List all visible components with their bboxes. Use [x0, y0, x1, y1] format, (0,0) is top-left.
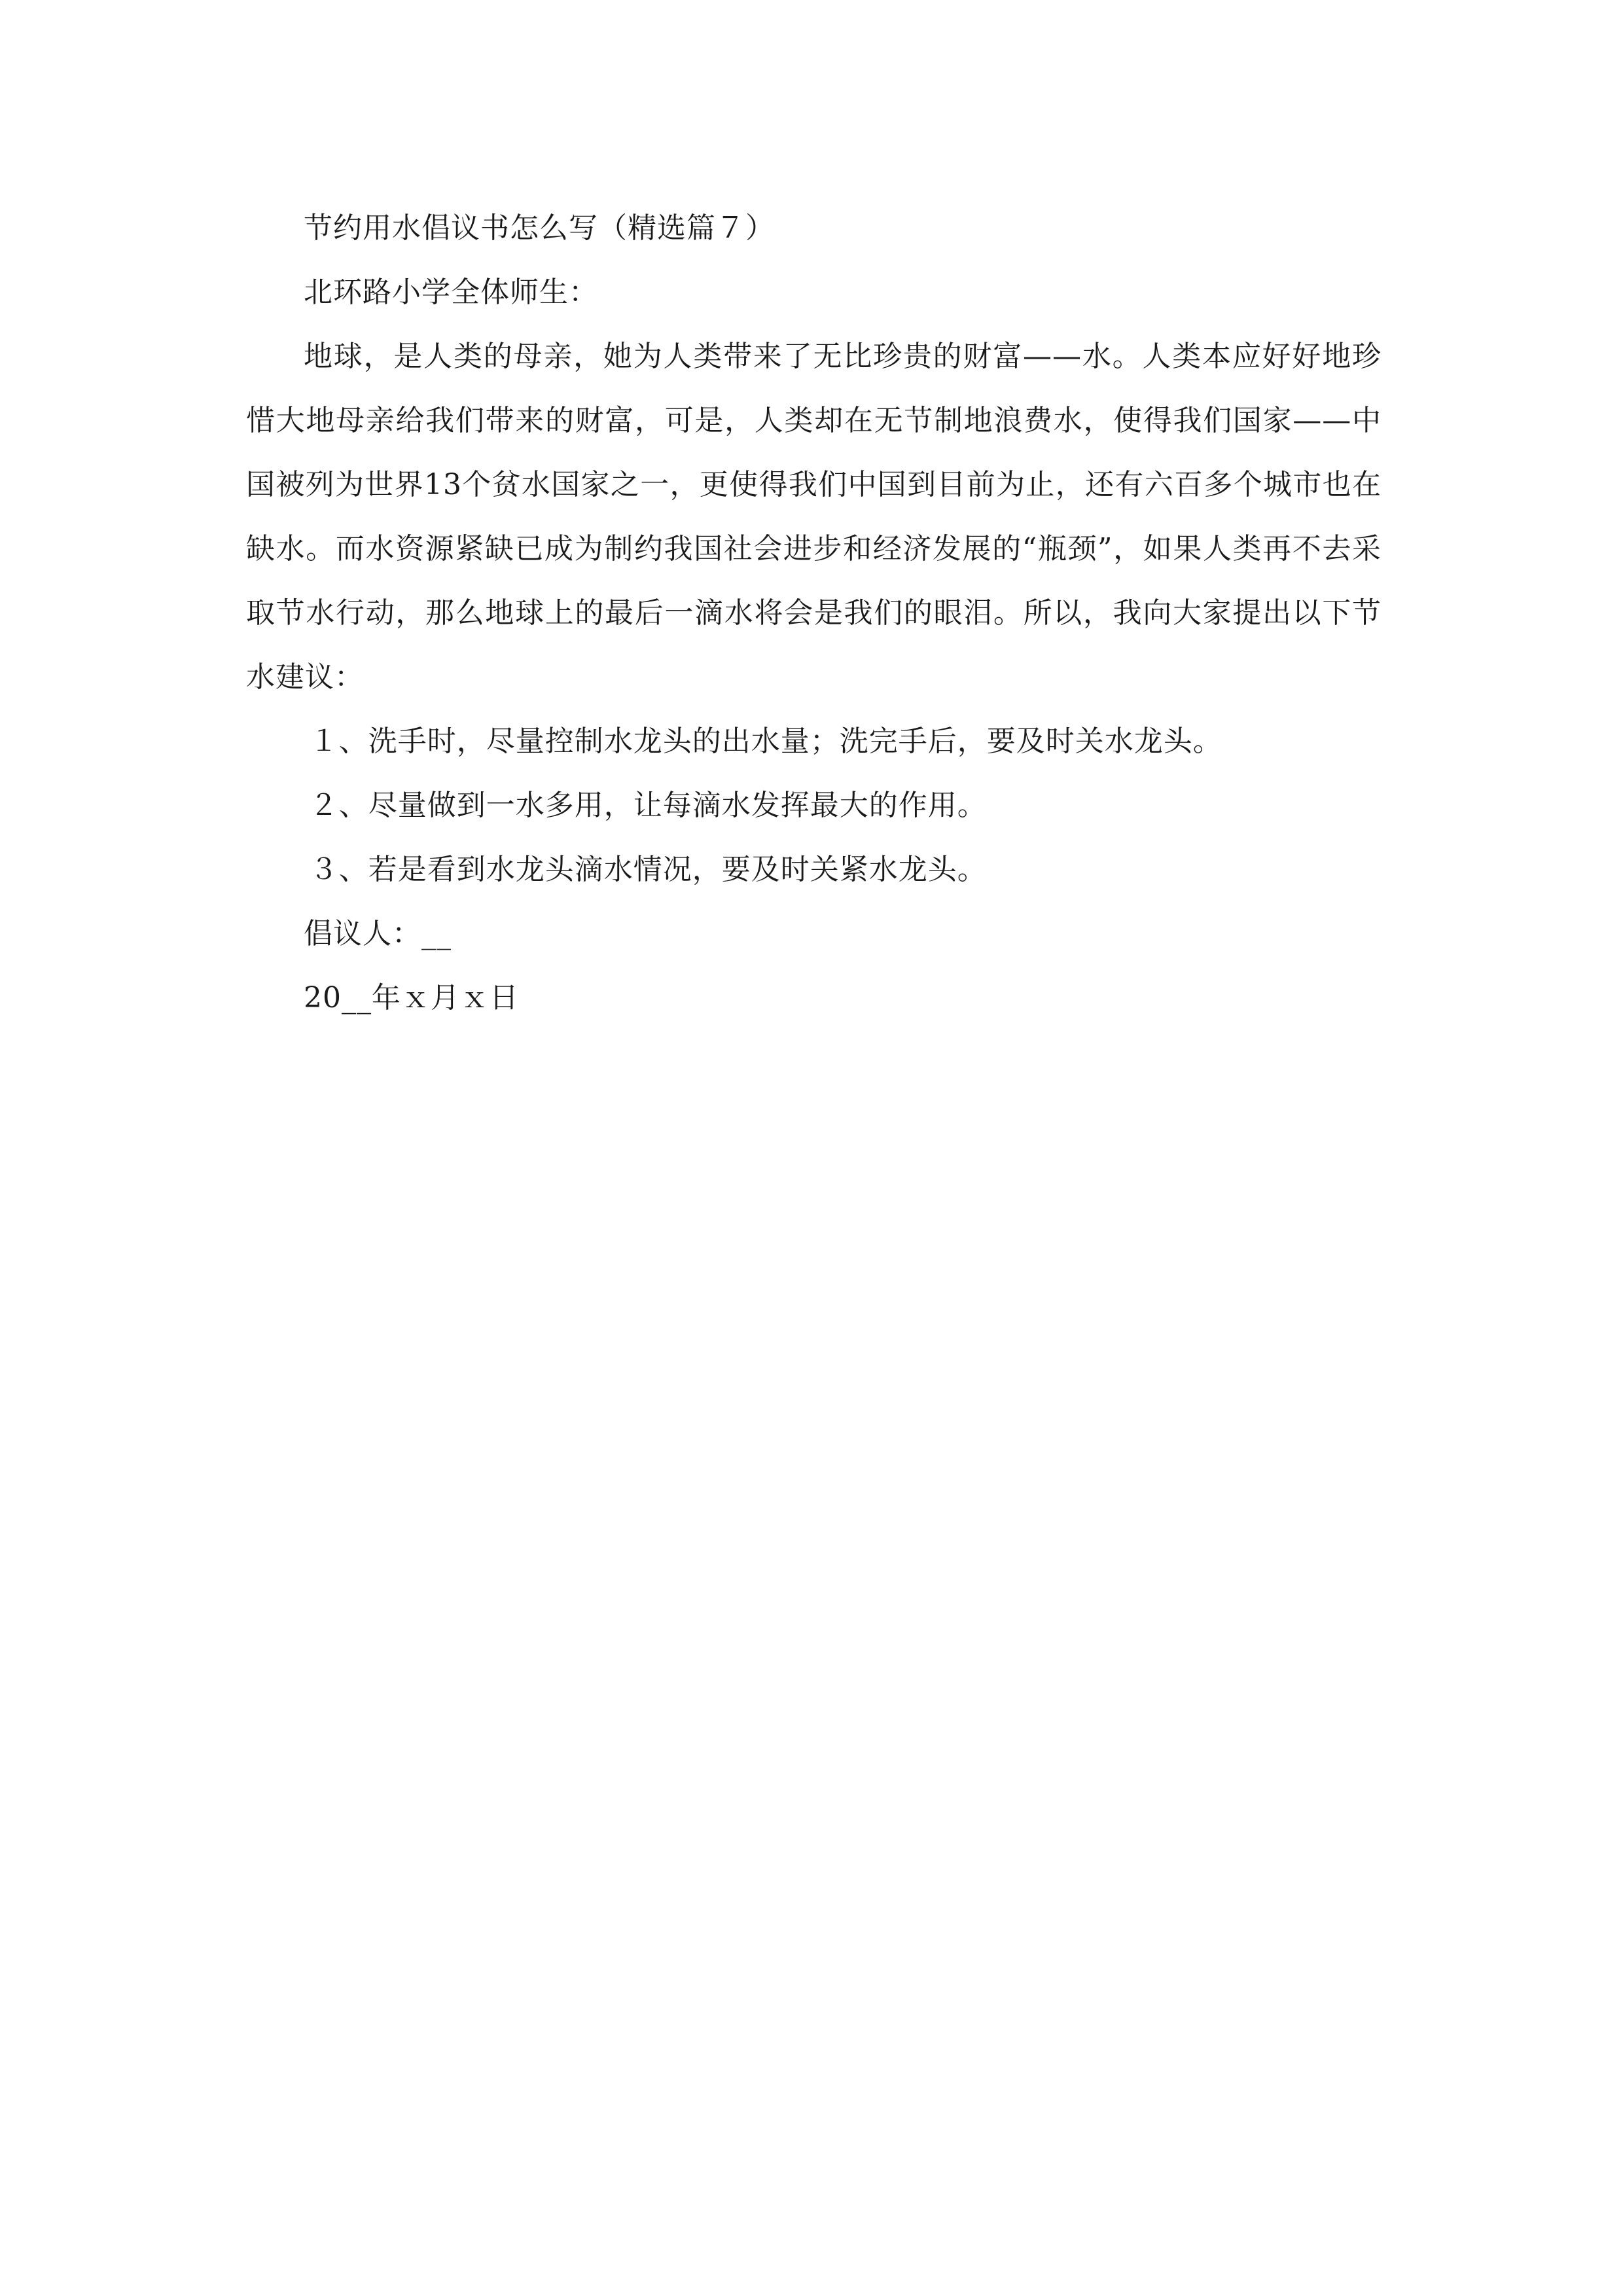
suggestion-item-3: ３、若是看到水龙头滴水情况，要及时关紧水龙头。: [309, 853, 987, 886]
signer-line: 倡议人：__: [304, 917, 452, 950]
date-line: 20__年ｘ月ｘ日: [304, 981, 519, 1014]
suggestion-item-2: ２、尽量做到一水多用，让每滴水发挥最大的作用。: [309, 789, 987, 822]
document-content: [246, 196, 1382, 1030]
document-title: 节约用水倡议书怎么写（精选篇７）: [304, 211, 775, 245]
body-paragraph: 地球，是人类的母亲，她为人类带来了无比珍贵的财富——水。人类本应好好地珍惜大地母亲给我们带来的财富，可是，人类却在无节制地浪费水，使得我们国家——中国被列为世界13个贫水国家之一，更使得我们中国到目前为止，还有六百多个城市也在缺水。而水资源紧缺已成为制约我国社会进步和经济发展的“瓶颈”，如果人类再不去采取节水行动，那么地球上的最后一滴水将会是我们的眼泪。所以，我向大家提出以下节水建议：: [246, 340, 1382, 694]
salutation: 北环路小学全体师生：: [304, 276, 598, 309]
suggestion-item-1: １、洗手时，尽量控制水龙头的出水量；洗完手后，要及时关水龙头。: [309, 725, 1222, 758]
